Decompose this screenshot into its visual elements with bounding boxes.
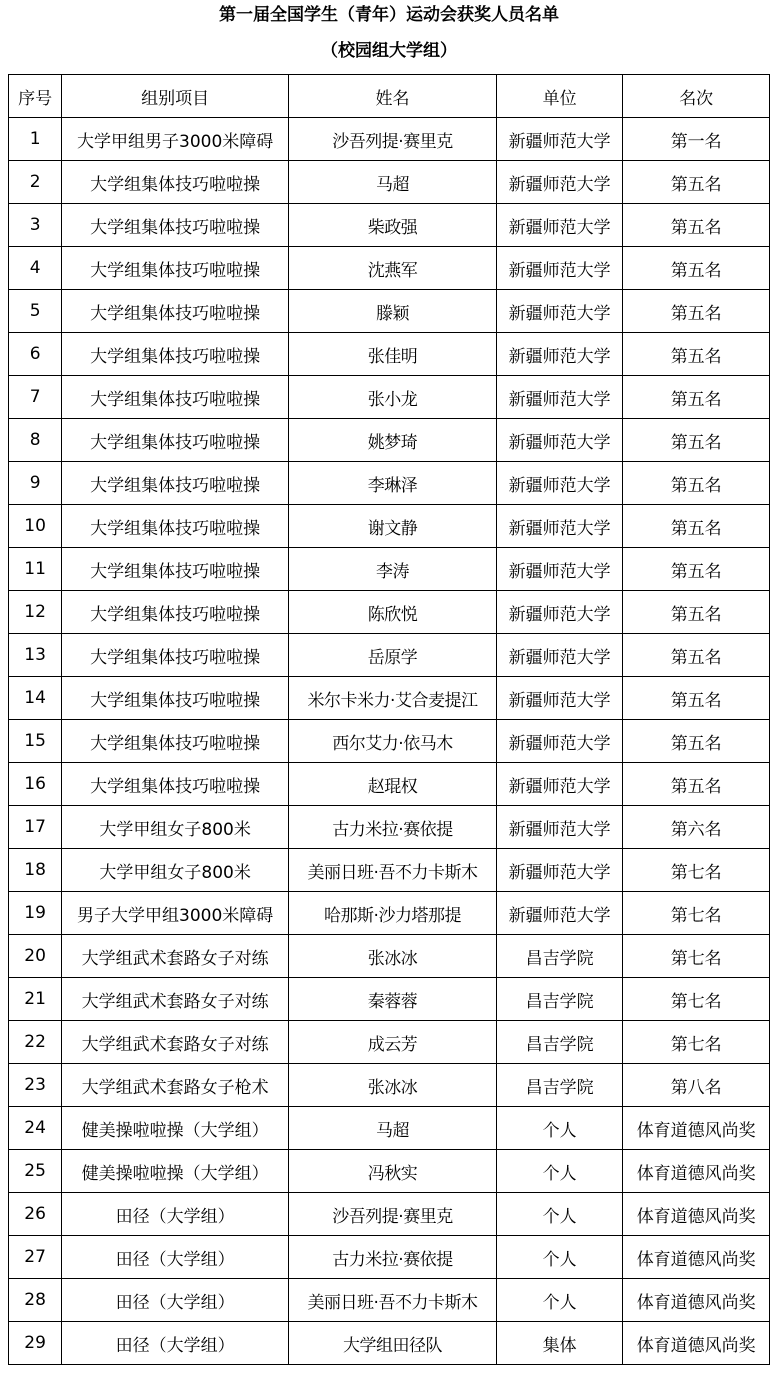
table-row [9,333,770,376]
cell-index: 11 [9,548,62,591]
cell-event: 大学组集体技巧啦啦操 [62,376,289,419]
cell-unit: 新疆师范大学 [496,591,622,634]
cell-rank: 体育道德风尚奖 [623,1193,770,1236]
cell-unit: 新疆师范大学 [496,720,622,763]
cell-unit: 新疆师范大学 [496,677,622,720]
cell-index: 7 [9,376,62,419]
table-row [9,1236,770,1279]
cell-rank: 第五名 [623,419,770,462]
cell-name: 哈那斯·沙力塔那提 [289,892,497,935]
cell-index: 1 [9,118,62,161]
cell-rank: 第七名 [623,892,770,935]
cell-event: 田径（大学组） [62,1279,289,1322]
table-row [9,935,770,978]
cell-name: 张佳明 [289,333,497,376]
cell-event: 大学组集体技巧啦啦操 [62,247,289,290]
cell-name: 陈欣悦 [289,591,497,634]
cell-event: 男子大学甲组3000米障碍 [62,892,289,935]
cell-name: 秦蓉蓉 [289,978,497,1021]
cell-unit: 新疆师范大学 [496,290,622,333]
cell-name: 赵琨权 [289,763,497,806]
cell-index: 4 [9,247,62,290]
cell-rank: 第五名 [623,161,770,204]
cell-name: 柴政强 [289,204,497,247]
header-name: 姓名 [289,75,497,118]
table-row [9,634,770,677]
award-table [8,74,770,1365]
cell-unit: 新疆师范大学 [496,161,622,204]
cell-name: 张冰冰 [289,935,497,978]
cell-index: 8 [9,419,62,462]
cell-name: 马超 [289,1107,497,1150]
cell-name: 张小龙 [289,376,497,419]
cell-name: 沙吾列提·赛里克 [289,1193,497,1236]
table-header-row [9,75,770,118]
cell-event: 大学组集体技巧啦啦操 [62,677,289,720]
cell-rank: 第一名 [623,118,770,161]
cell-event: 健美操啦啦操（大学组） [62,1107,289,1150]
cell-unit: 昌吉学院 [496,978,622,1021]
cell-index: 12 [9,591,62,634]
cell-unit: 个人 [496,1193,622,1236]
cell-name: 沙吾列提·赛里克 [289,118,497,161]
cell-event: 大学甲组女子800米 [62,849,289,892]
cell-unit: 新疆师范大学 [496,505,622,548]
cell-event: 田径（大学组） [62,1193,289,1236]
table-row [9,806,770,849]
cell-name: 谢文静 [289,505,497,548]
cell-name: 西尔艾力·依马木 [289,720,497,763]
cell-event: 大学组武术套路女子对练 [62,978,289,1021]
cell-unit: 昌吉学院 [496,1064,622,1107]
cell-event: 健美操啦啦操（大学组） [62,1150,289,1193]
cell-index: 20 [9,935,62,978]
document-subtitle: （校园组大学组） [321,41,457,61]
cell-event: 大学甲组女子800米 [62,806,289,849]
cell-rank: 体育道德风尚奖 [623,1107,770,1150]
cell-event: 大学组集体技巧啦啦操 [62,462,289,505]
cell-rank: 第五名 [623,634,770,677]
cell-name: 滕颖 [289,290,497,333]
cell-rank: 第五名 [623,591,770,634]
cell-name: 成云芳 [289,1021,497,1064]
cell-event: 田径（大学组） [62,1322,289,1365]
cell-unit: 新疆师范大学 [496,118,622,161]
cell-event: 大学组集体技巧啦啦操 [62,548,289,591]
table-row [9,1322,770,1365]
table-row [9,1279,770,1322]
cell-rank: 第五名 [623,376,770,419]
cell-unit: 新疆师范大学 [496,333,622,376]
cell-index: 13 [9,634,62,677]
cell-index: 23 [9,1064,62,1107]
cell-unit: 新疆师范大学 [496,462,622,505]
cell-rank: 第七名 [623,1021,770,1064]
header-unit: 单位 [496,75,622,118]
table-row [9,720,770,763]
cell-unit: 新疆师范大学 [496,892,622,935]
header-event: 组别项目 [62,75,289,118]
cell-event: 大学组集体技巧啦啦操 [62,290,289,333]
cell-rank: 体育道德风尚奖 [623,1279,770,1322]
cell-event: 大学组武术套路女子对练 [62,935,289,978]
table-row [9,1107,770,1150]
cell-name: 姚梦琦 [289,419,497,462]
cell-index: 16 [9,763,62,806]
cell-index: 15 [9,720,62,763]
cell-event: 大学组集体技巧啦啦操 [62,591,289,634]
cell-index: 10 [9,505,62,548]
cell-unit: 个人 [496,1107,622,1150]
cell-event: 大学甲组男子3000米障碍 [62,118,289,161]
cell-unit: 新疆师范大学 [496,247,622,290]
table-row [9,247,770,290]
table-row [9,892,770,935]
cell-index: 18 [9,849,62,892]
table-row [9,462,770,505]
cell-event: 大学组集体技巧啦啦操 [62,204,289,247]
cell-rank: 第七名 [623,935,770,978]
cell-event: 大学组集体技巧啦啦操 [62,161,289,204]
cell-event: 大学组集体技巧啦啦操 [62,763,289,806]
table-row [9,505,770,548]
cell-unit: 新疆师范大学 [496,419,622,462]
cell-unit: 昌吉学院 [496,935,622,978]
cell-index: 26 [9,1193,62,1236]
cell-index: 27 [9,1236,62,1279]
cell-name: 马超 [289,161,497,204]
cell-unit: 新疆师范大学 [496,376,622,419]
cell-name: 古力米拉·赛依提 [289,806,497,849]
table-row [9,849,770,892]
cell-unit: 新疆师范大学 [496,849,622,892]
cell-unit: 个人 [496,1279,622,1322]
cell-name: 古力米拉·赛依提 [289,1236,497,1279]
cell-event: 大学组武术套路女子枪术 [62,1064,289,1107]
table-row [9,763,770,806]
table-row [9,118,770,161]
cell-index: 14 [9,677,62,720]
cell-rank: 第五名 [623,290,770,333]
cell-event: 大学组武术套路女子对练 [62,1021,289,1064]
cell-name: 美丽日班·吾不力卡斯木 [289,849,497,892]
table-row [9,1193,770,1236]
cell-event: 大学组集体技巧啦啦操 [62,720,289,763]
cell-rank: 第五名 [623,763,770,806]
table-row [9,161,770,204]
cell-rank: 第五名 [623,333,770,376]
table-row [9,419,770,462]
cell-event: 田径（大学组） [62,1236,289,1279]
cell-unit: 昌吉学院 [496,1021,622,1064]
table-row [9,376,770,419]
cell-index: 17 [9,806,62,849]
cell-name: 冯秋实 [289,1150,497,1193]
table-body [9,118,770,1365]
cell-event: 大学组集体技巧啦啦操 [62,505,289,548]
cell-index: 28 [9,1279,62,1322]
cell-name: 张冰冰 [289,1064,497,1107]
cell-rank: 体育道德风尚奖 [623,1322,770,1365]
cell-rank: 第五名 [623,247,770,290]
cell-name: 李涛 [289,548,497,591]
header-index: 序号 [9,75,62,118]
cell-name: 李琳泽 [289,462,497,505]
cell-rank: 第五名 [623,720,770,763]
cell-unit: 新疆师范大学 [496,548,622,591]
cell-unit: 集体 [496,1322,622,1365]
cell-rank: 第六名 [623,806,770,849]
table-row [9,548,770,591]
cell-unit: 新疆师范大学 [496,634,622,677]
cell-name: 美丽日班·吾不力卡斯木 [289,1279,497,1322]
cell-name: 大学组田径队 [289,1322,497,1365]
cell-index: 25 [9,1150,62,1193]
cell-index: 5 [9,290,62,333]
cell-index: 19 [9,892,62,935]
cell-event: 大学组集体技巧啦啦操 [62,333,289,376]
cell-index: 21 [9,978,62,1021]
cell-unit: 新疆师范大学 [496,204,622,247]
table-row [9,204,770,247]
table-row [9,1021,770,1064]
cell-index: 6 [9,333,62,376]
cell-rank: 第五名 [623,462,770,505]
cell-rank: 第七名 [623,849,770,892]
cell-name: 岳原学 [289,634,497,677]
table-row [9,1064,770,1107]
cell-rank: 第五名 [623,677,770,720]
cell-rank: 第八名 [623,1064,770,1107]
cell-index: 24 [9,1107,62,1150]
cell-rank: 第五名 [623,505,770,548]
table-row [9,1150,770,1193]
cell-name: 沈燕军 [289,247,497,290]
cell-rank: 第五名 [623,204,770,247]
cell-index: 3 [9,204,62,247]
cell-unit: 个人 [496,1150,622,1193]
cell-rank: 体育道德风尚奖 [623,1150,770,1193]
cell-event: 大学组集体技巧啦啦操 [62,634,289,677]
table-row [9,677,770,720]
cell-name: 米尔卡米力·艾合麦提江 [289,677,497,720]
cell-index: 29 [9,1322,62,1365]
cell-event: 大学组集体技巧啦啦操 [62,419,289,462]
cell-rank: 第七名 [623,978,770,1021]
document-title: 第一届全国学生（青年）运动会获奖人员名单 [219,5,559,25]
header-rank: 名次 [623,75,770,118]
cell-unit: 新疆师范大学 [496,763,622,806]
cell-index: 22 [9,1021,62,1064]
cell-index: 9 [9,462,62,505]
table-row [9,290,770,333]
cell-unit: 个人 [496,1236,622,1279]
cell-rank: 体育道德风尚奖 [623,1236,770,1279]
table-row [9,591,770,634]
cell-index: 2 [9,161,62,204]
table-row [9,978,770,1021]
cell-unit: 新疆师范大学 [496,806,622,849]
cell-rank: 第五名 [623,548,770,591]
